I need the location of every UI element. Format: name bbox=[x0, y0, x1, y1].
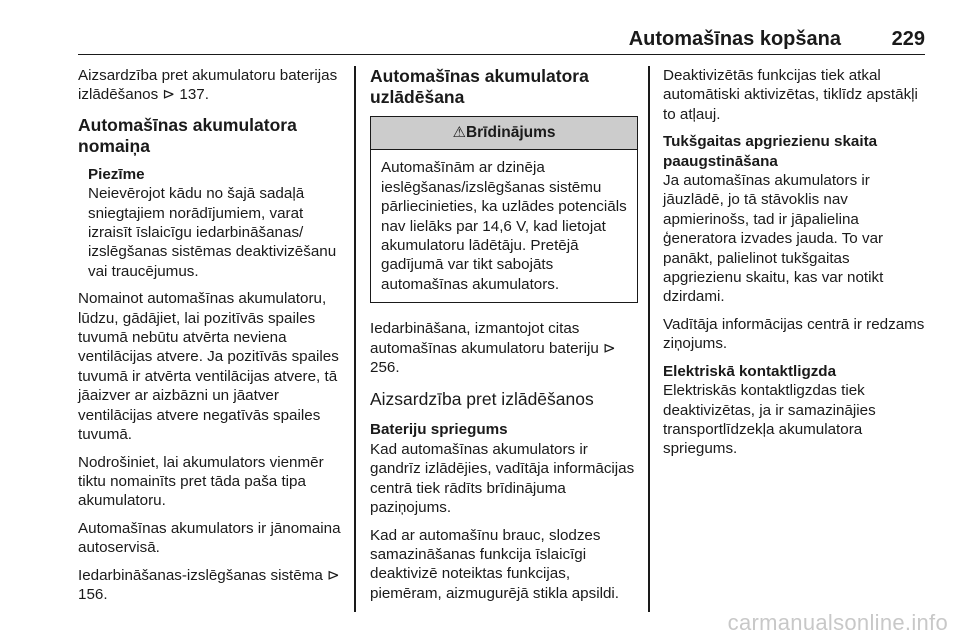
warning-header bbox=[371, 117, 637, 150]
column-right bbox=[663, 66, 925, 467]
page-header bbox=[78, 28, 925, 55]
column-divider bbox=[648, 66, 650, 612]
paragraph: Deaktivizētās funkcijas tiek atkal automātiski aktivizētas, tiklīdz apstākļi to atļauj. bbox=[663, 67, 918, 123]
note-title: Piezīme bbox=[88, 165, 145, 183]
paragraph: Ja automašīnas akumulators ir jāuzlādē, jo tā stāvoklis nav apmierinošs, tad ir jāpalielina ģeneratora izvades jauda. To var panākt, palielinot tukšgaitas apgriezienu skaitu, kas var notikt dzirdami. bbox=[663, 172, 884, 306]
heading-battery-charging: Automašīnas akumulatora uzlādēšana bbox=[370, 66, 589, 107]
paragraph: Kad automašīnas akumulators ir gandrīz izlādējies, vadītāja informācijas centrā tiek rādīts brīdinājuma paziņojums. bbox=[370, 440, 635, 517]
paragraph: Nomainot automašīnas akumulatoru, lūdzu, gādājiet, lai pozitīvās spailes tuvumā nebūtu atvērta neviena ventilācijas atvere. Ja pozitīvās spailes tuvumā ir atvērta ventilācijas atvere, tā jāaizver ar aizbāzni un jāatver ventilācijas atvere negatīvās spailes tuvumā. bbox=[78, 290, 339, 444]
warning-title: Brīdinājums bbox=[465, 124, 556, 141]
subheading-power-outlet: Elektriskā kontaktligzda bbox=[663, 362, 837, 380]
column-divider bbox=[354, 66, 356, 612]
column-left bbox=[78, 66, 350, 612]
subheading-battery-voltage: Bateriju spriegums bbox=[370, 421, 508, 439]
warning-box bbox=[370, 116, 638, 303]
column-middle bbox=[370, 66, 638, 611]
paragraph: Kad ar automašīnu brauc, slodzes samazināšanas funkcija īslaicīgi deaktivizē noteiktas funkcijas, piemēram, aizmugurējā stikla apsildi. bbox=[370, 526, 620, 602]
page-number: 229 bbox=[891, 28, 925, 50]
watermark: carmanualsonline.info bbox=[727, 610, 948, 635]
paragraph: Vadītāja informācijas centrā ir redzams ziņojums. bbox=[663, 315, 925, 353]
heading-battery-replacement: Automašīnas akumulatora nomaiņa bbox=[78, 114, 297, 156]
note-block bbox=[88, 165, 350, 281]
paragraph: Nodrošiniet, lai akumulators vienmēr tiktu nomainīts pret tāda paša tipa akumulatoru. bbox=[78, 453, 324, 510]
cross-reference[interactable]: Iedarbināšanas-izslēgšanas sistēma ⊳ 156. bbox=[78, 566, 340, 603]
section-title: Automašīnas kopšana bbox=[628, 28, 841, 50]
cross-reference[interactable]: Iedarbināšana, izmantojot citas automašīnas akumulatoru bateriju ⊳ 256. bbox=[370, 320, 616, 377]
warning-text: Automašīnām ar dzinēja ieslēgšanas/izslēgšanas sistēmu pārliecinieties, ka uzlādes potenciāls nav lielāks par 14,6 V, kad lietojat akumulatoru lādētāju. Pretējā gadījumā var tikt sabojāts automašīnas akumulators. bbox=[381, 159, 627, 293]
heading-discharge-protection: Aizsardzība pret izlādēšanos bbox=[370, 389, 594, 410]
note-text: Neievērojot kādu no šajā sadaļā sniegtajiem norādījumiem, varat izraisīt īslaicīgu iedarbināšanas/ izslēgšanas sistēmas deaktivizēšanu vai traucējumus. bbox=[88, 185, 337, 280]
warning-triangle-icon: ⚠ bbox=[452, 124, 466, 141]
paragraph: Elektriskās kontaktligzdas tiek deaktivizētas, ja ir samazinājies transportlīdzekļa akumulatora spriegums. bbox=[663, 382, 876, 458]
paragraph: Automašīnas akumulators ir jānomaina autoservisā. bbox=[78, 519, 341, 557]
subheading-idle-speed: Tukšgaitas apgriezienu skaita paaugstināšana bbox=[663, 133, 878, 170]
intro-text: Aizsardzība pret akumulatoru baterijas izlādēšanos ⊳ 137. bbox=[78, 67, 338, 104]
